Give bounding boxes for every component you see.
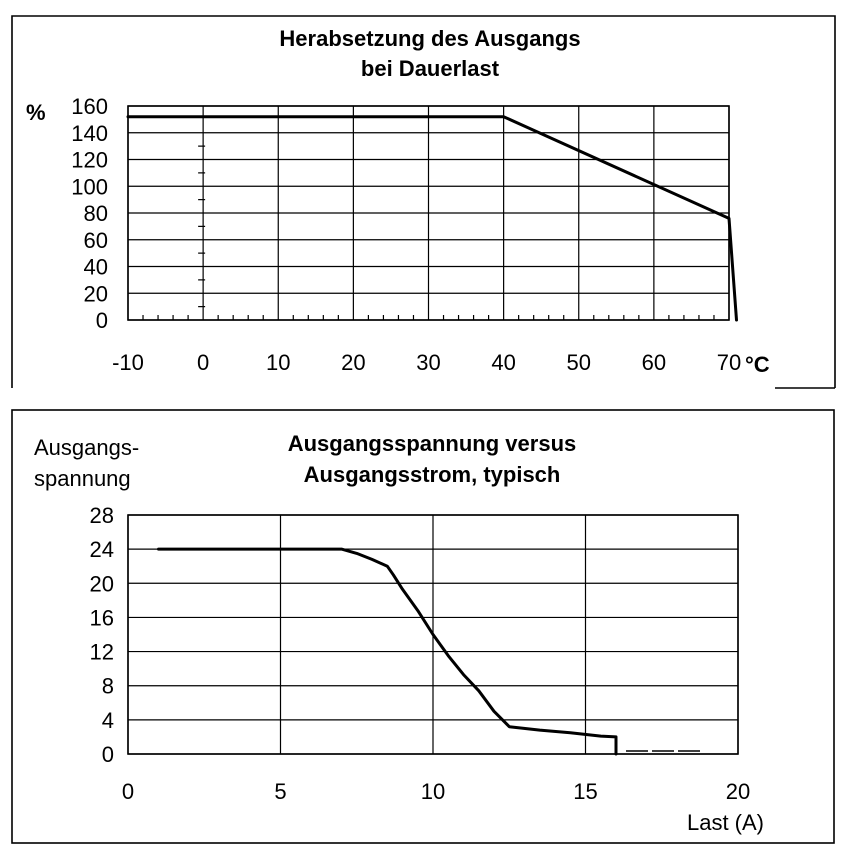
chart1-gridlines [128, 106, 729, 320]
chart2-y-tick-labels [90, 503, 114, 767]
y-tick-label: 28 [89, 503, 114, 528]
y-tick-label: 160 [71, 94, 108, 119]
x-tick-label: 10 [420, 779, 446, 804]
y-tick-label: 20 [89, 571, 114, 597]
x-tick-label: 0 [197, 350, 210, 375]
x-tick-label: 20 [341, 350, 366, 375]
x-tick-label: 20 [725, 779, 751, 804]
y-tick-label: 60 [83, 227, 108, 253]
y-tick-label: 0 [95, 308, 108, 333]
y-tick-label: 40 [83, 254, 108, 280]
chart2-xlabel: Last (A) [686, 810, 764, 835]
chart2-ylabel-line2: spannung [34, 466, 131, 491]
chart-output-voltage [12, 410, 834, 843]
chart1-derating-curve [128, 117, 737, 320]
chart2-x-tick-labels [122, 779, 750, 804]
chart2-subtitle: Ausgangsstrom, typisch [303, 462, 561, 487]
x-tick-label: 5 [274, 779, 287, 804]
chart2-ylabel-line1: Ausgangs- [34, 435, 140, 460]
y-tick-label: 8 [101, 673, 114, 699]
chart1-title: Herabsetzung des Ausgangs [279, 26, 581, 51]
x-tick-label: 15 [573, 779, 598, 804]
y-tick-label: 100 [71, 174, 108, 200]
chart2-title: Ausgangsspannung versus [287, 431, 577, 456]
x-tick-label: 40 [491, 350, 516, 375]
x-tick-label: 70 [716, 350, 742, 375]
y-tick-label: 80 [83, 201, 108, 226]
x-tick-label: 50 [566, 350, 591, 375]
y-tick-label: 12 [89, 639, 114, 665]
chart1-y-tick-labels [71, 94, 108, 333]
chart1-subtitle: bei Dauerlast [360, 56, 500, 81]
chart1-x-tick-labels [112, 350, 741, 375]
y-tick-label: 4 [101, 707, 114, 733]
y-tick-label: 24 [89, 537, 114, 563]
chart-derating [12, 16, 835, 388]
x-tick-label: 10 [266, 350, 291, 375]
x-tick-label: 30 [416, 350, 441, 375]
chart1-xunit: °C [745, 352, 770, 377]
x-tick-label: -10 [112, 350, 144, 375]
y-tick-label: 16 [89, 605, 114, 631]
y-tick-label: 20 [83, 281, 108, 307]
x-tick-label: 60 [641, 350, 667, 375]
y-tick-label: 0 [101, 742, 114, 767]
y-tick-label: 120 [71, 147, 108, 173]
y-tick-label: 140 [71, 120, 108, 146]
chart1-ylabel: % [26, 100, 46, 125]
x-tick-label: 0 [121, 779, 135, 804]
